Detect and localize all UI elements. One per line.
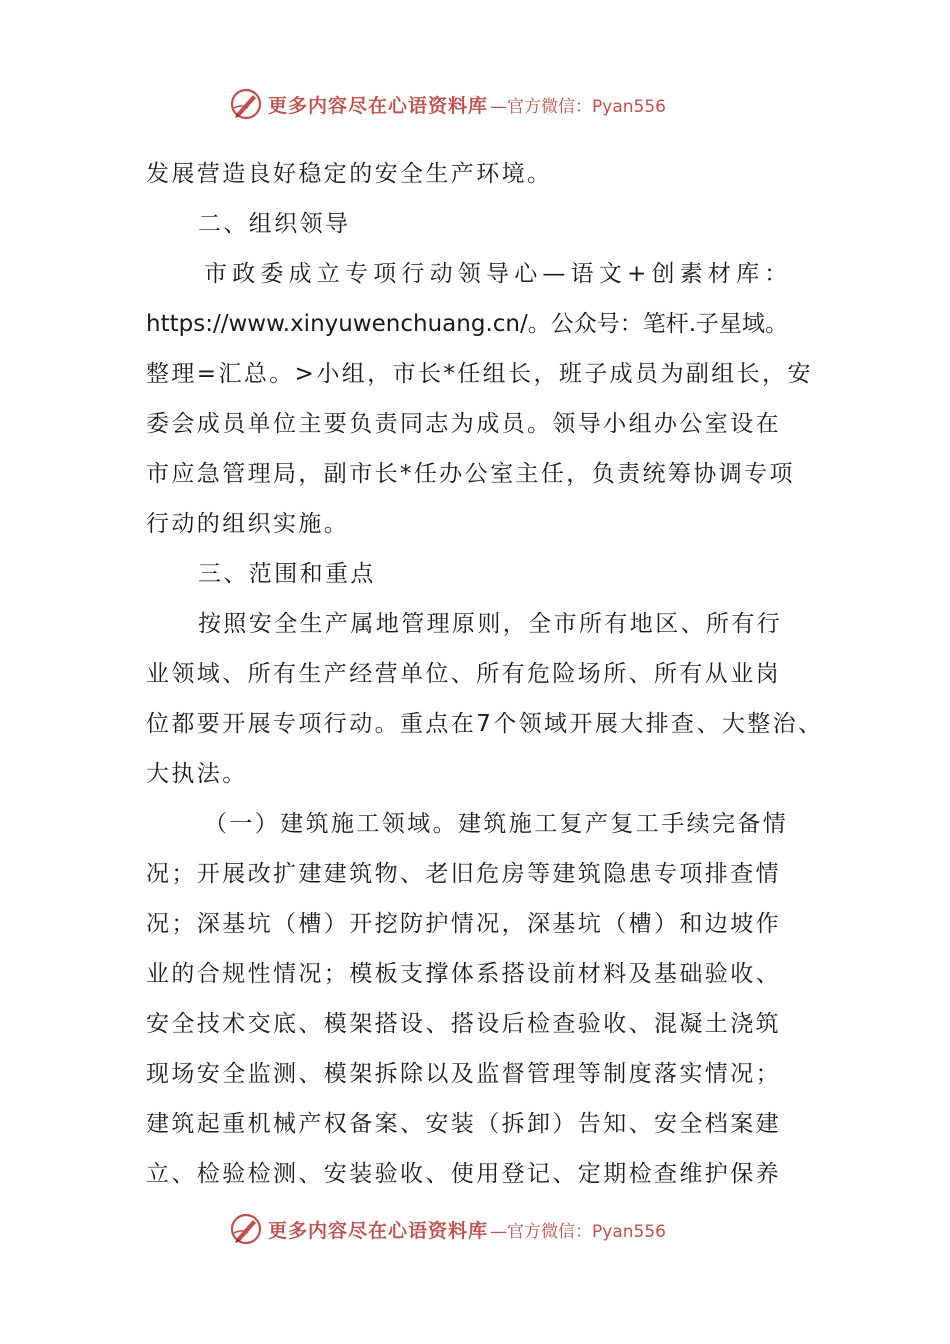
paragraph-line: 安全技术交底、模架搭设、搭设后检查验收、混凝土浇筑 — [146, 1011, 781, 1037]
pen-logo-icon — [228, 86, 264, 122]
document-body — [146, 149, 824, 1199]
pen-logo-icon — [228, 1211, 264, 1247]
paragraph-line: 市政委成立专项行动领导心—语文+创素材库： — [204, 261, 793, 287]
paragraph-line: 整理=汇总。>小组，市长*任组长，班子成员为副组长，安 — [146, 361, 813, 387]
paragraph-line: 建筑起重机械产权备案、安装（拆卸）告知、安全档案建 — [146, 1111, 781, 1137]
paragraph-line: 市应急管理局，副市长*任办公室主任，负责统筹协调专项 — [146, 461, 795, 487]
paragraph-line: 发展营造良好稳定的安全生产环境。 — [146, 161, 553, 187]
header-banner — [228, 84, 666, 124]
section-heading: 三、范围和重点 — [198, 561, 376, 587]
paragraph-line: 况；深基坑（槽）开挖防护情况，深基坑（槽）和边坡作 — [146, 911, 781, 937]
paragraph-line: 委会成员单位主要负责同志为成员。领导小组办公室设在 — [146, 411, 781, 437]
section-heading: 二、组织领导 — [198, 211, 351, 237]
url-line: https://www.xinyuwenchuang.cn/。公众号：笔杆.子星域。 — [146, 311, 789, 337]
paragraph-line: 况；开展改扩建建筑物、老旧危房等建筑隐患专项排查情 — [146, 861, 781, 887]
paragraph-line: （一）建筑施工领域。建筑施工复产复工手续完备情 — [204, 811, 789, 837]
paragraph-line: 业领域、所有生产经营单位、所有危险场所、所有从业岗 — [146, 661, 781, 687]
paragraph-line: 立、检验检测、安装验收、使用登记、定期检查维护保养 — [146, 1161, 781, 1187]
paragraph-line: 大执法。 — [146, 761, 248, 787]
footer-banner — [228, 1209, 666, 1249]
paragraph-line: 行动的组织实施。 — [146, 511, 350, 537]
banner-wechat: —官方微信：Pyan556 — [490, 96, 666, 117]
paragraph-line: 按照安全生产属地管理原则，全市所有地区、所有行 — [198, 611, 783, 637]
paragraph-line: 现场安全监测、模架拆除以及监督管理等制度落实情况； — [146, 1061, 781, 1087]
banner-title: 更多内容尽在心语资料库 — [268, 94, 489, 117]
paragraph-line: 业的合规性情况；模板支撑体系搭设前材料及基础验收、 — [146, 961, 781, 987]
banner-wechat: —官方微信：Pyan556 — [490, 1221, 666, 1242]
paragraph-line: 位都要开展专项行动。重点在7个领域开展大排查、大整治、 — [146, 711, 824, 737]
banner-title: 更多内容尽在心语资料库 — [268, 1219, 489, 1242]
